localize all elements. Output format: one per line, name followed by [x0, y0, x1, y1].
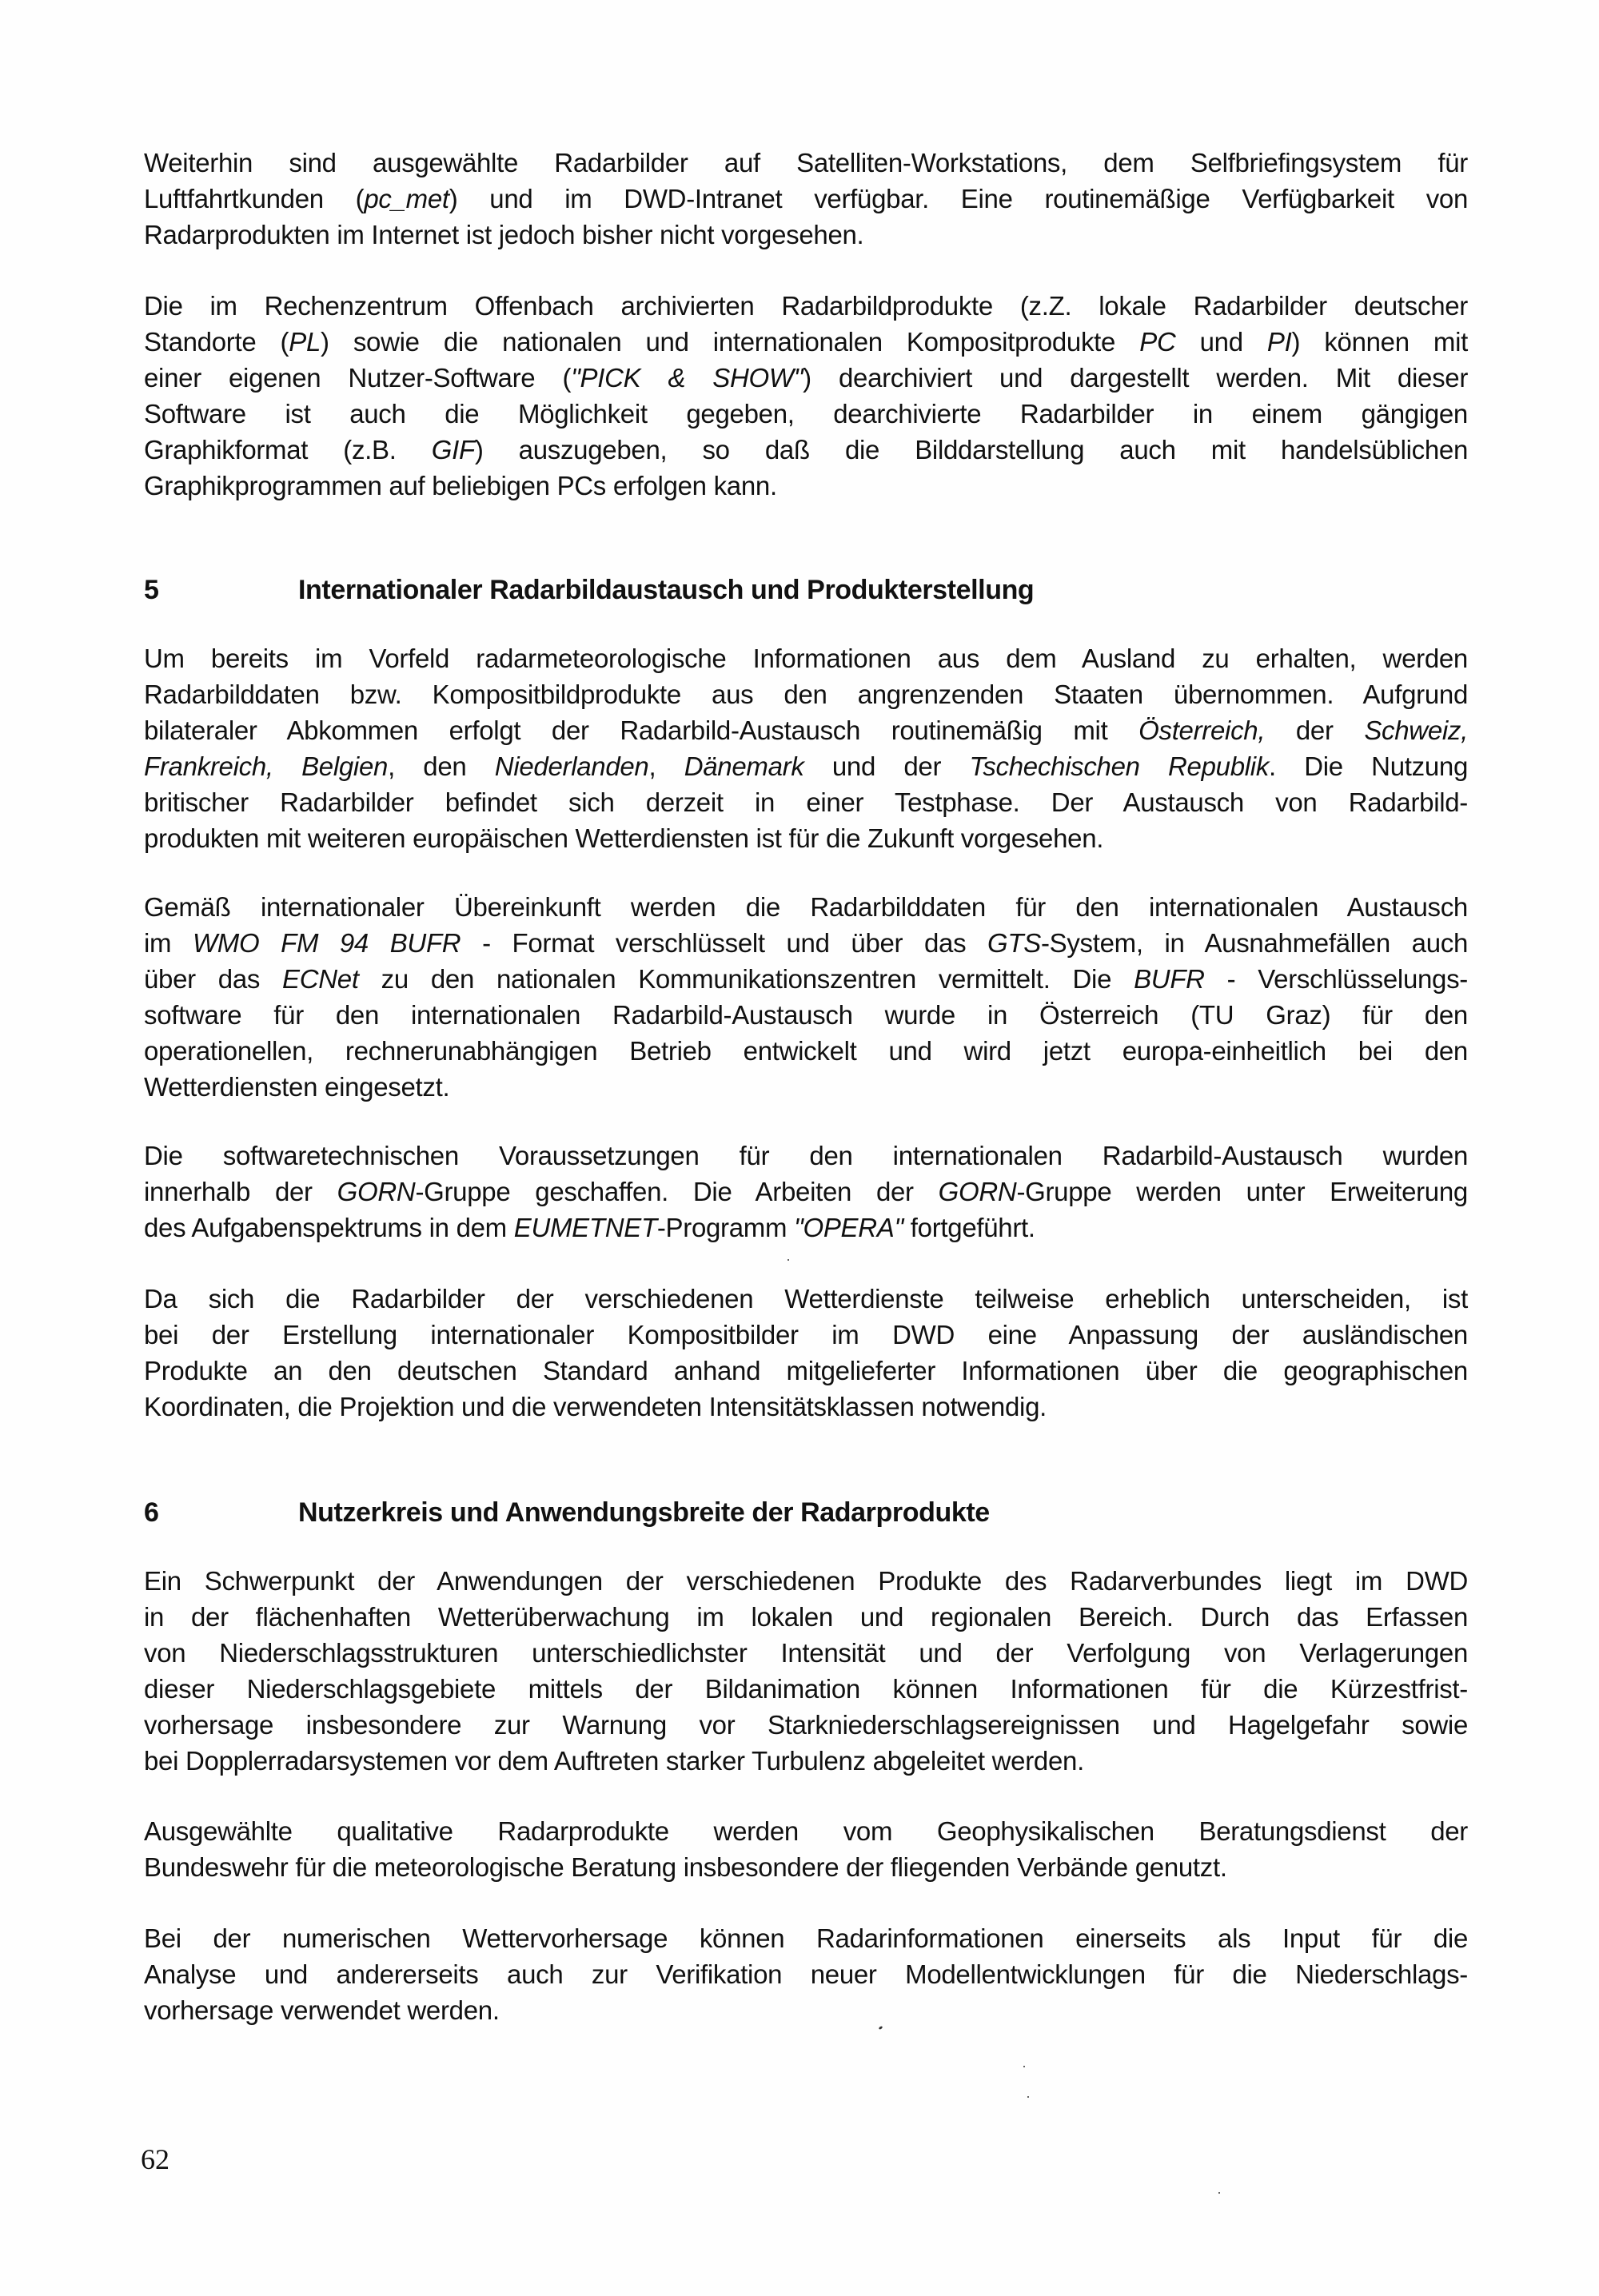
emphasized-term: PL: [289, 327, 321, 357]
text-run: einer eigenen Nutzer-Software (: [144, 363, 572, 393]
text-line: [144, 1138, 1468, 1174]
text-line: [144, 1920, 1468, 1956]
text-run: Ein Schwerpunkt der Anwendungen der verschiedenen Produkte des Radarverbundes liegt im DWD: [144, 1566, 1468, 1596]
text-run: Um bereits im Vorfeld radarmeteorologische Informationen aus dem Ausland zu erhalten, werden: [144, 644, 1468, 673]
text-run: Luftfahrtkunden (: [144, 184, 365, 213]
text-line: [144, 1671, 1468, 1707]
text-line: [144, 1210, 1468, 1246]
scan-speck: [788, 1259, 789, 1261]
paragraph-p4: [144, 889, 1468, 1105]
text-run: des Aufgabenspektrums in dem: [144, 1213, 514, 1242]
emphasized-term: GORN: [938, 1177, 1017, 1206]
text-run: - Verschlüsselungs-: [1204, 964, 1468, 994]
paragraph-p2: [144, 288, 1468, 504]
text-run: ) und im DWD-Intranet verfügbar. Eine routinemäßige Verfügbarkeit von: [449, 184, 1468, 213]
text-line: [144, 676, 1468, 712]
emphasized-term: "OPERA": [794, 1213, 903, 1242]
text-run: und: [1175, 327, 1267, 357]
scan-speck: [1027, 2096, 1029, 2098]
text-run: software für den internationalen Radarbild-Austausch wurde in Österreich (TU Graz) für den: [144, 1000, 1468, 1030]
text-line: [144, 748, 1468, 784]
emphasized-term: Niederlanden: [494, 751, 649, 781]
text-line: [144, 925, 1468, 961]
text-line: [144, 432, 1468, 468]
text-run: . Die Nutzung: [1269, 751, 1468, 781]
text-run: Da sich die Radarbilder der verschiedenen Wetterdienste teilweise erheblich unterscheiden, ist: [144, 1284, 1468, 1313]
text-run: Graphikformat (z.B.: [144, 435, 432, 464]
text-line: [144, 1813, 1468, 1849]
text-run: ) auszugeben, so daß die Bilddarstellung auch mit handelsüblichen: [474, 435, 1468, 464]
paragraph-p6: [144, 1281, 1468, 1425]
text-run: britischer Radarbilder befindet sich derzeit in einer Testphase. Der Austausch von Radarbild-: [144, 787, 1468, 817]
emphasized-term: PC: [1139, 327, 1176, 357]
text-line: [144, 1563, 1468, 1599]
text-line: [144, 640, 1468, 676]
emphasized-term: ECNet: [282, 964, 359, 994]
emphasized-term: pc_met: [364, 184, 449, 213]
text-line: [144, 324, 1468, 360]
text-run: dieser Niederschlagsgebiete mittels der Bildanimation können Informationen für die Kürzestfrist-: [144, 1674, 1468, 1704]
emphasized-term: EUMETNET: [513, 1213, 657, 1242]
text-run: - Format verschlüsselt und über das: [461, 928, 988, 958]
text-run: bilateraler Abkommen erfolgt der Radarbild-Austausch routinemäßig mit: [144, 716, 1139, 745]
text-line: [144, 181, 1468, 217]
text-run: Graphikprogrammen auf beliebigen PCs erfolgen kann.: [144, 471, 777, 500]
emphasized-term: BUFR: [1134, 964, 1205, 994]
section-title: Nutzerkreis und Anwendungsbreite der Radarprodukte: [298, 1497, 990, 1528]
text-run: im: [144, 928, 193, 958]
text-run: Bundeswehr für die meteorologische Beratung insbesondere der fliegenden Verbände genutzt.: [144, 1852, 1227, 1882]
section-title: Internationaler Radarbildaustausch und Produkterstellung: [298, 575, 1035, 605]
text-run: bei der Erstellung internationaler Kompositbilder im DWD eine Anpassung der ausländischen: [144, 1320, 1468, 1349]
text-run: ) sowie die nationalen und internationalen Kompositprodukte: [321, 327, 1140, 357]
text-run: zu den nationalen Kommunikationszentren vermittelt. Die: [358, 964, 1134, 994]
text-run: Ausgewählte qualitative Radarprodukte werden vom Geophysikalischen Beratungsdienst der: [144, 1816, 1468, 1846]
text-line: [144, 1353, 1468, 1389]
section-number: 6: [144, 1497, 159, 1528]
text-run: und der: [803, 751, 970, 781]
emphasized-term: "PICK & SHOW": [571, 363, 803, 393]
text-run: der: [1265, 716, 1365, 745]
text-line: [144, 1281, 1468, 1317]
text-line: [144, 961, 1468, 997]
text-line: [144, 1599, 1468, 1635]
text-run: ) dearchiviert und dargestellt werden. Mit dieser: [803, 363, 1469, 393]
text-run: ,: [648, 751, 684, 781]
text-line: [144, 1033, 1468, 1069]
text-line: [144, 468, 1468, 504]
text-run: -System, in Ausnahmefällen auch: [1040, 928, 1469, 958]
scan-speck: [1218, 2192, 1220, 2194]
section-number: 5: [144, 575, 159, 605]
text-run: in der flächenhaften Wetterüberwachung im lokalen und regionalen Bereich. Durch das Erfassen: [144, 1602, 1468, 1632]
emphasized-term: GTS: [987, 928, 1041, 958]
emphasized-term: PI: [1266, 327, 1292, 357]
text-run: von Niederschlagsstrukturen unterschiedlichster Intensität und der Verfolgung von Verlagerungen: [144, 1638, 1468, 1668]
text-run: innerhalb der: [144, 1177, 337, 1206]
text-line: [144, 1743, 1468, 1779]
text-run: Bei der numerischen Wettervorhersage können Radarinformationen einerseits als Input für die: [144, 1923, 1468, 1953]
text-line: [144, 712, 1468, 748]
emphasized-term: GIF: [431, 435, 475, 464]
emphasized-term: Dänemark: [684, 751, 804, 781]
paragraph-p8: [144, 1813, 1468, 1885]
text-run: Die im Rechenzentrum Offenbach archivierten Radarbildprodukte (z.Z. lokale Radarbilder deutscher: [144, 291, 1468, 321]
text-line: [144, 1635, 1468, 1671]
text-run: fortgeführt.: [903, 1213, 1035, 1242]
text-run: -Gruppe geschaffen. Die Arbeiten der: [415, 1177, 939, 1206]
text-run: Standorte (: [144, 327, 289, 357]
paragraph-p7: [144, 1563, 1468, 1779]
text-line: [144, 1707, 1468, 1743]
paragraph-p5: [144, 1138, 1468, 1246]
emphasized-term: Österreich,: [1138, 716, 1266, 745]
text-run: Produkte an den deutschen Standard anhand mitgelieferter Informationen über die geographischen: [144, 1356, 1468, 1385]
text-line: [144, 1992, 1468, 2028]
text-line: [144, 1174, 1468, 1210]
text-run: operationellen, rechnerunabhängigen Betrieb entwickelt und wird jetzt europa-einheitlich bei den: [144, 1036, 1468, 1066]
text-run: Analyse und andererseits auch zur Verifikation neuer Modellentwicklungen für die Niederschlags-: [144, 1959, 1468, 1989]
text-line: [144, 1849, 1468, 1885]
text-line: [144, 1389, 1468, 1425]
text-run: über das: [144, 964, 283, 994]
text-run: Radarbilddaten bzw. Kompositbildprodukte aus den angrenzenden Staaten übernommen. Aufgrund: [144, 680, 1468, 709]
text-line: [144, 360, 1468, 396]
text-line: [144, 217, 1468, 253]
scan-speck: [879, 2026, 883, 2030]
emphasized-term: WMO FM 94 BUFR: [192, 928, 461, 958]
emphasized-term: Frankreich, Belgien: [144, 751, 389, 781]
text-run: -Gruppe werden unter Erweiterung: [1016, 1177, 1468, 1206]
emphasized-term: Tschechischen Republik: [969, 751, 1270, 781]
text-line: [144, 1069, 1468, 1105]
text-line: [144, 145, 1468, 181]
text-run: Wetterdiensten eingesetzt.: [144, 1072, 450, 1102]
text-line: [144, 889, 1468, 925]
text-run: vorhersage verwendet werden.: [144, 1995, 500, 2025]
emphasized-term: Schweiz,: [1364, 716, 1468, 745]
text-line: [144, 1956, 1468, 1992]
paragraph-p3: [144, 640, 1468, 856]
text-run: Weiterhin sind ausgewählte Radarbilder auf Satelliten-Workstations, dem Selfbriefingsystem für: [144, 148, 1468, 177]
text-line: [144, 820, 1468, 856]
text-line: [144, 396, 1468, 432]
text-line: [144, 1317, 1468, 1353]
text-run: -Programm: [656, 1213, 795, 1242]
text-run: produkten mit weiteren europäischen Wetterdiensten ist für die Zukunft vorgesehen.: [144, 823, 1104, 853]
page-number: 62: [141, 2143, 169, 2175]
paragraph-p9: [144, 1920, 1468, 2028]
text-run: bei Dopplerradarsystemen vor dem Auftreten starker Turbulenz abgeleitet werden.: [144, 1746, 1084, 1776]
emphasized-term: GORN: [337, 1177, 416, 1206]
paragraph-p1: [144, 145, 1468, 253]
text-run: Koordinaten, die Projektion und die verwendeten Intensitätsklassen notwendig.: [144, 1392, 1047, 1421]
text-run: ) können mit: [1291, 327, 1468, 357]
text-run: , den: [388, 751, 495, 781]
text-run: Die softwaretechnischen Voraussetzungen für den internationalen Radarbild-Austausch wurden: [144, 1141, 1468, 1170]
text-run: Gemäß internationaler Übereinkunft werden die Radarbilddaten für den internationalen Austausch: [144, 892, 1468, 922]
text-line: [144, 784, 1468, 820]
text-run: Software ist auch die Möglichkeit gegeben, dearchivierte Radarbilder in einem gängigen: [144, 399, 1468, 429]
text-run: vorhersage insbesondere zur Warnung vor Starkniederschlagsereignissen und Hagelgefahr sowie: [144, 1710, 1468, 1740]
text-line: [144, 288, 1468, 324]
text-run: Radarprodukten im Internet ist jedoch bisher nicht vorgesehen.: [144, 220, 864, 249]
text-line: [144, 997, 1468, 1033]
scan-speck: [1023, 2066, 1025, 2067]
